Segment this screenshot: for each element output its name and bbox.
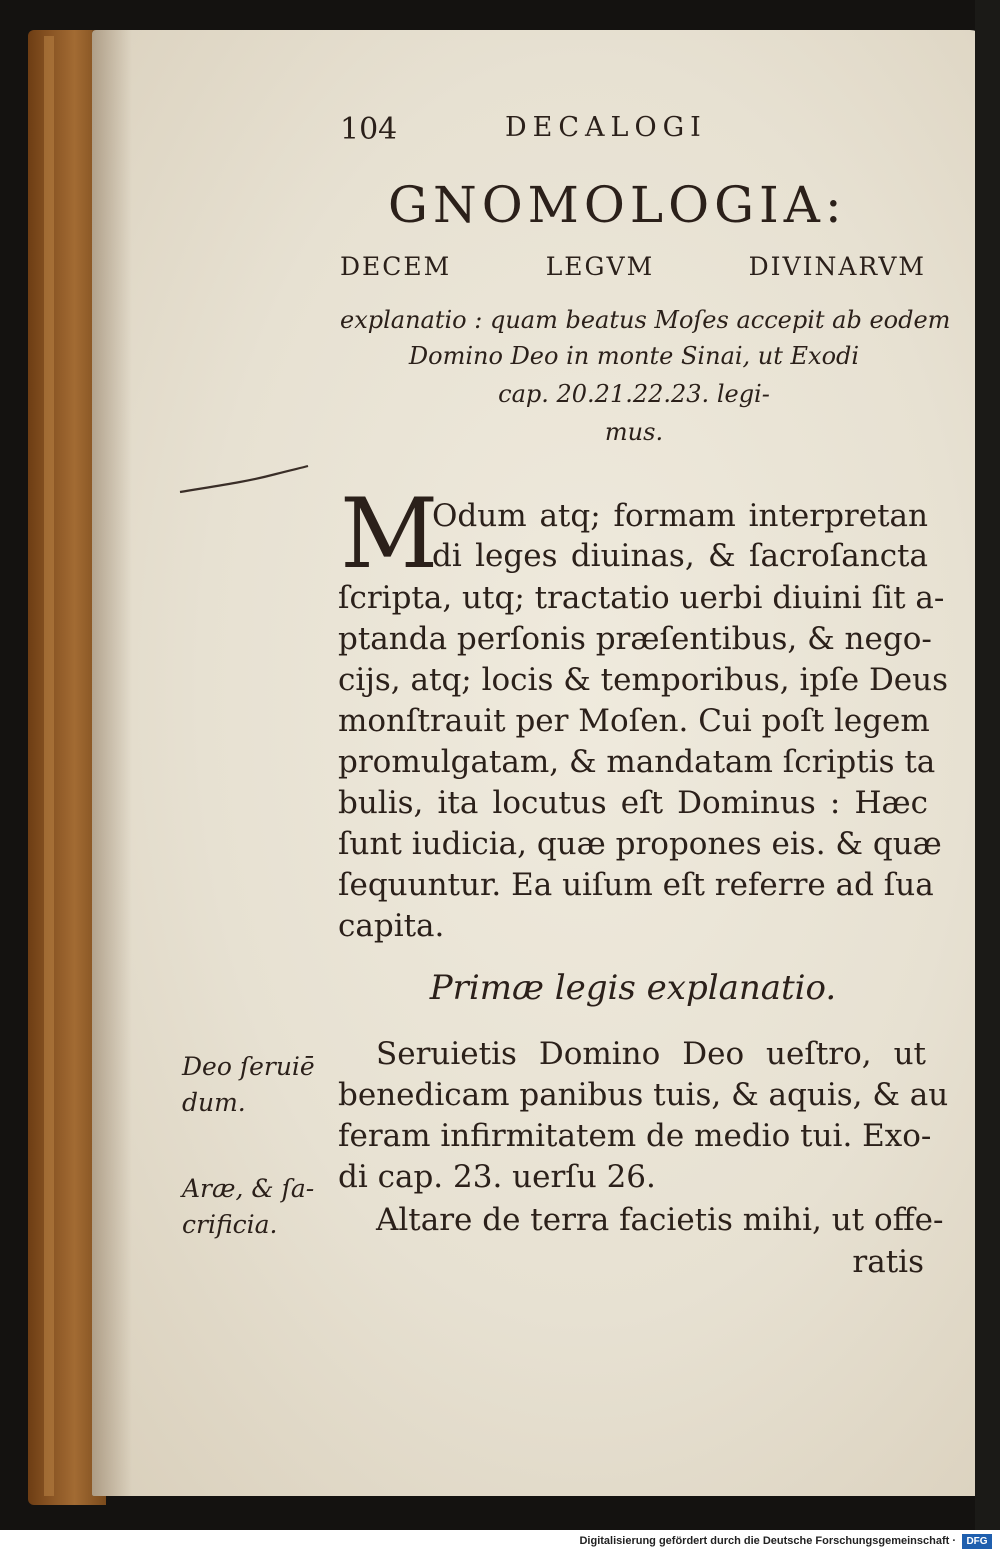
subtitle-line: cap. 20.21.22.23. legi- <box>498 380 770 408</box>
body-line: ſcripta, utq; tractatio uerbi diuini ſit a- <box>338 580 945 616</box>
pen-stroke-mark <box>176 460 316 500</box>
subtitle-word: DIVINARVM <box>748 252 926 281</box>
section-heading: Primæ legis explanatio. <box>429 968 837 1008</box>
subtitle-caps <box>340 252 926 281</box>
spine-shadow <box>92 30 132 1496</box>
margin-note: dum. <box>182 1088 246 1117</box>
section-line: Altare de terra facietis mihi, ut offe- <box>376 1202 944 1238</box>
catchword: ratis <box>852 1244 924 1280</box>
footer-bar <box>0 1530 1000 1554</box>
margin-note: crificia. <box>182 1210 278 1239</box>
margin-note: Deo ſeruiē <box>182 1052 315 1081</box>
dfg-logo-icon: DFG <box>962 1534 992 1549</box>
subtitle-line: mus. <box>604 418 664 446</box>
section-line: Seruietis Domino Deo ueſtro, ut <box>376 1036 926 1072</box>
body-line: Odum atq; formam interpretan <box>432 498 928 534</box>
section-line: feram infirmitatem de medio tui. Exo- <box>338 1118 932 1154</box>
body-line: monſtrauit per Moſen. Cui poſt legem <box>338 703 930 739</box>
margin-note: Aræ, & ſa- <box>182 1174 315 1203</box>
section-line: di cap. 23. uerſu 26. <box>338 1159 656 1195</box>
page-number: 104 <box>340 112 398 147</box>
right-page-strip <box>975 0 1000 1530</box>
page-title: GNOMOLOGIA: <box>388 176 847 234</box>
body-line: ſequuntur. Ea uiſum eſt referre ad ſua <box>338 867 934 903</box>
funding-credit: Digitalisierung gefördert durch die Deutsche Forschungsgemeinschaft · <box>579 1535 956 1547</box>
body-line: cijs, atq; locis & temporibus, ipſe Deus <box>338 662 949 698</box>
subtitle-word: DECEM <box>340 252 452 281</box>
body-line: ptanda perſonis præſentibus, & nego- <box>338 621 932 657</box>
subtitle-word: LEGVM <box>545 252 655 281</box>
book-edge-highlight <box>44 36 54 1496</box>
body-line: capita. <box>338 908 445 944</box>
body-line: di leges diuinas, & ſacroſancta <box>432 538 928 574</box>
section-line: benedicam panibus tuis, & aquis, & au <box>338 1077 949 1113</box>
running-head: DECALOGI <box>505 112 707 143</box>
body-line: ſunt iudicia, quæ propones eis. & quæ <box>338 826 942 862</box>
body-line: promulgatam, & mandatam ſcriptis ta <box>338 744 936 780</box>
subtitle-line: Domino Deo in monte Sinai, ut Exodi <box>408 342 860 370</box>
drop-cap: M <box>340 478 439 590</box>
body-line: bulis, ita locutus eſt Dominus : Hæc <box>338 785 928 821</box>
subtitle-line: explanatio : quam beatus Moſes accepit ab eodem <box>340 306 951 334</box>
